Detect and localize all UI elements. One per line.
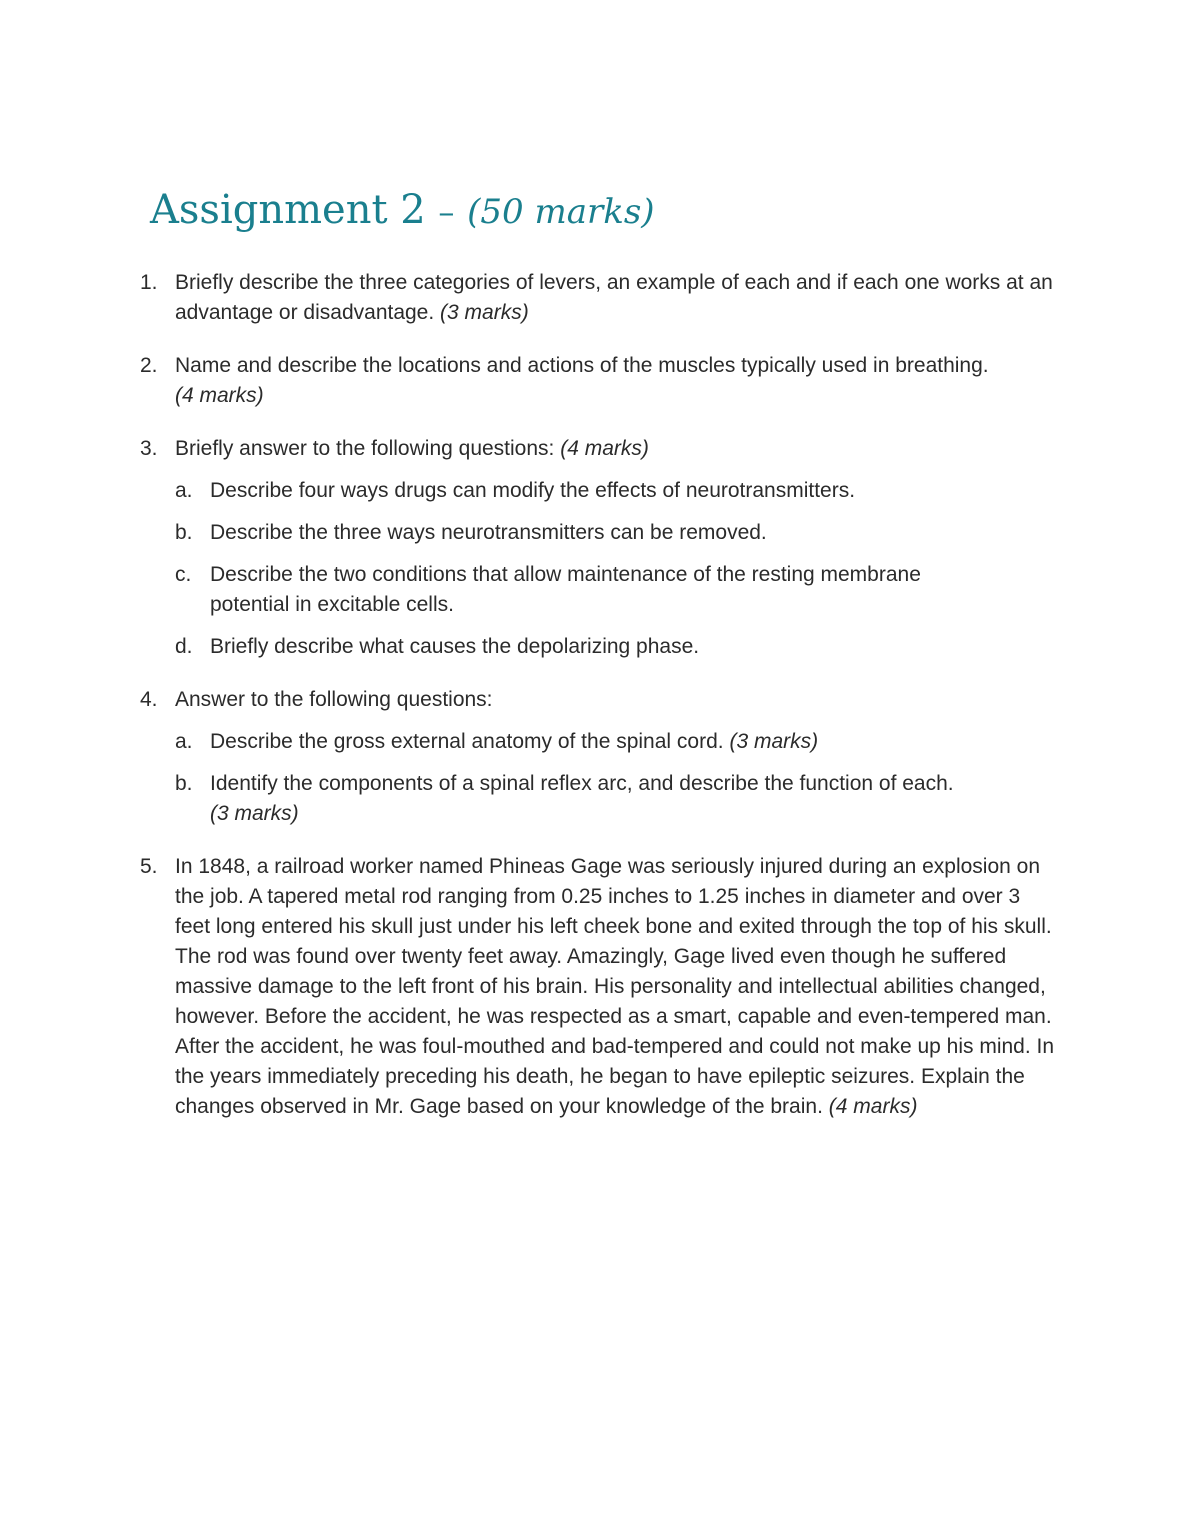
sub-question-marks: (3 marks): [729, 730, 819, 753]
sub-question-text: Describe the three ways neurotransmitters can be removed.: [210, 521, 767, 544]
question-2: [140, 351, 1055, 411]
sub-question-4b: [175, 769, 955, 829]
sub-question-3b: [175, 518, 1055, 548]
sub-question-letter: c.: [175, 563, 192, 586]
question-4: [140, 685, 1055, 829]
question-text: In 1848, a railroad worker named Phineas Gage was seriously injured during an explosion on the job. A tapered metal rod ranging from 0.25 inches to 1.25 inches in diameter and over 3 feet long entered his skull just under his left cheek bone and exited through the top of his skull. The rod was found over twenty feet away. Amazingly, Gage lived even though he suffered massive damage to the left front of his brain. His personality and intellectual abilities changed, however. Before the accident, he was respected as a smart, capable and even-tempered man. After the accident, he was foul-mouthed and bad-tempered and could not make up his mind. In the years immediately preceding his death, he began to have epileptic seizures. Explain the changes observed in Mr. Gage based on your knowledge of the brain.: [175, 855, 1055, 1118]
sub-question-3a: [175, 476, 1055, 506]
sub-question-marks: (3 marks): [210, 802, 299, 825]
sub-question-text: Describe the gross external anatomy of the spinal cord.: [210, 730, 724, 753]
title-dash: –: [438, 193, 455, 231]
question-1: [140, 268, 1055, 328]
question-marks: (4 marks): [175, 384, 264, 407]
sub-question-text: Identify the components of a spinal reflex arc, and describe the function of each.: [210, 772, 954, 795]
sub-question-letter: b.: [175, 521, 193, 544]
sub-question-text: Describe four ways drugs can modify the effects of neurotransmitters.: [210, 479, 856, 502]
sub-question-letter: a.: [175, 479, 193, 502]
question-text: Name and describe the locations and actions of the muscles typically used in breathing.: [175, 354, 989, 377]
question-number: 3.: [140, 437, 158, 460]
sub-question-text: Briefly describe what causes the depolarizing phase.: [210, 635, 700, 658]
sub-question-3c: [175, 560, 980, 620]
sub-question-letter: a.: [175, 730, 193, 753]
question-3: [140, 434, 1055, 662]
question-text: Answer to the following questions:: [175, 688, 493, 711]
sub-question-text: Describe the two conditions that allow maintenance of the resting membrane potential in excitable cells.: [210, 563, 921, 616]
question-text: Briefly answer to the following questions:: [175, 437, 555, 460]
question-marks: (4 marks): [828, 1095, 918, 1118]
question-number: 1.: [140, 271, 158, 294]
question-marks: (3 marks): [440, 301, 529, 324]
sub-question-list: [175, 727, 1055, 829]
title-marks: (50 marks): [467, 192, 655, 232]
question-5: [140, 852, 1055, 1122]
question-marks: (4 marks): [560, 437, 649, 460]
sub-question-list: [175, 476, 1055, 662]
question-list: [140, 268, 1055, 1145]
sub-question-letter: b.: [175, 772, 193, 795]
sub-question-3d: [175, 632, 1055, 662]
sub-question-letter: d.: [175, 635, 193, 658]
question-text: Briefly describe the three categories of levers, an example of each and if each one works at an advantage or disadvantage.: [175, 271, 1053, 324]
question-number: 5.: [140, 855, 158, 878]
question-number: 4.: [140, 688, 158, 711]
question-number: 2.: [140, 354, 158, 377]
title-main: Assignment 2: [150, 187, 426, 233]
sub-question-4a: [175, 727, 1055, 757]
page-title: [150, 184, 655, 238]
